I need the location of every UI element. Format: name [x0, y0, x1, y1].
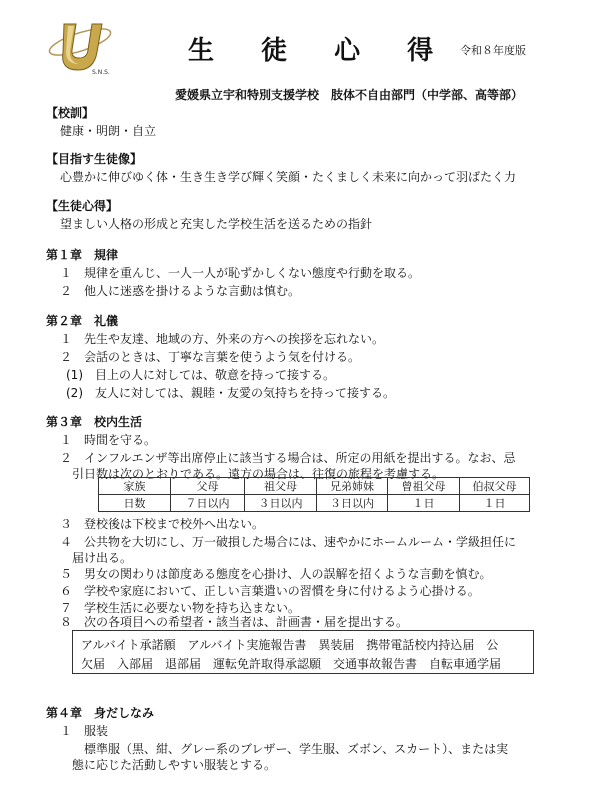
- chapter-3-item: ３ 登校後は下校まで校外へ出ない。: [60, 517, 265, 531]
- chapter-1-heading: 第１章 規律: [46, 248, 119, 262]
- chapter-3-heading: 第３章 校内生活: [46, 415, 143, 429]
- chapter-2-subitem: (1) 目上の人に対しては、敬意を持って接する。: [66, 368, 335, 382]
- table-cell: 父母: [171, 478, 245, 495]
- chapter-3-item: １ 時間を守る。: [60, 433, 157, 447]
- table-cell: ３日以内: [317, 495, 388, 512]
- logo-text: S.N.S.: [92, 69, 110, 76]
- table-cell: 兄弟姉妹: [317, 478, 388, 495]
- edition-label: 令和８年度版: [460, 44, 526, 57]
- motto-heading: 【校訓】: [46, 106, 95, 120]
- school-logo: [46, 18, 114, 76]
- chapter-4-item-text: 態に応じた活動しやすい服装とする。: [72, 758, 277, 772]
- chapter-3-item: ５ 男女の関わりは節度ある態度を心掛け、人の誤解を招くような言動を慎む。: [60, 567, 492, 581]
- table-row: [99, 495, 530, 512]
- documents-box: [72, 630, 534, 674]
- chapter-3-item: ２ インフルエンザ等出席停止に該当する場合は、所定の用紙を提出する。なお、忌: [60, 451, 516, 465]
- bereavement-leave-table: [98, 477, 530, 512]
- ideal-heading: 【目指す生徒像】: [46, 152, 143, 166]
- table-cell: ７日以内: [171, 495, 245, 512]
- chapter-3-item-cont: 届け出る。: [72, 551, 133, 565]
- documents-line: アルバイト承諾願 アルバイト実施報告書 異装届 携帯電話校内持込届 公: [81, 638, 499, 652]
- page-title: 生 徒 心 得: [188, 36, 453, 66]
- table-row: [99, 478, 530, 495]
- table-cell: 曾祖父母: [388, 478, 460, 495]
- table-cell: １日: [388, 495, 460, 512]
- motto-text: 健康・明朗・自立: [60, 124, 157, 138]
- table-cell: 家族: [99, 478, 171, 495]
- table-cell: 日数: [99, 495, 171, 512]
- chapter-2-item: １ 先生や友達、地域の方、外来の方への挨拶を忘れない。: [60, 332, 385, 346]
- table-cell: １日: [460, 495, 530, 512]
- guide-text: 望ましい人格の形成と充実した学校生活を送るための指針: [60, 217, 373, 231]
- table-cell: 伯叔父母: [460, 478, 530, 495]
- chapter-3-item: ８ 次の各項目への希望者・該当者は、計画書・届を提出する。: [60, 615, 409, 629]
- chapter-1-item: ２ 他人に迷惑を掛けるような言動は慎む。: [60, 284, 301, 298]
- ideal-text: 心豊かに伸びゆく体・生き生き学び輝く笑顔・たくましく未来に向かって羽ばたく力: [60, 170, 517, 184]
- chapter-2-item: ２ 会話のときは、丁寧な言葉を使うよう気を付ける。: [60, 350, 361, 364]
- table-cell: 祖父母: [245, 478, 317, 495]
- chapter-3-item: ４ 公共物を大切にし、万一破損した場合には、速やかにホームルーム・学級担任に: [60, 535, 517, 549]
- table-cell: ３日以内: [245, 495, 317, 512]
- chapter-2-heading: 第２章 礼儀: [46, 314, 119, 328]
- chapter-1-item: １ 規律を重んじ、一人一人が恥ずかしくない態度や行動を取る。: [60, 266, 421, 280]
- chapter-2-subitem: (2) 友人に対しては、親睦・友愛の気持ちを持って接する。: [66, 386, 396, 400]
- chapter-3-item: ７ 学校生活に必要ない物を持ち込まない。: [60, 601, 301, 615]
- chapter-3-item: ６ 学校や家庭において、正しい言葉遣いの習慣を身に付けるよう心掛ける。: [60, 584, 480, 598]
- chapter-3-item-cont: 引日数は次のとおりである。遠方の場合は、往復の旅程を考慮する。: [72, 467, 445, 481]
- documents-line: 欠届 入部届 退部届 運転免許取得承認願 交通事故報告書 自転車通学届: [81, 657, 502, 671]
- chapter-4-item: １ 服装: [60, 724, 109, 738]
- guide-heading: 【生徒心得】: [46, 199, 119, 213]
- school-name: 愛媛県立宇和特別支援学校 肢体不自由部門（中学部、高等部）: [175, 88, 524, 102]
- chapter-4-heading: 第４章 身だしなみ: [46, 706, 155, 720]
- chapter-4-item-text: 標準服（黒、紺、グレー系のブレザー、学生服、ズボン、スカート）、または実: [84, 742, 509, 756]
